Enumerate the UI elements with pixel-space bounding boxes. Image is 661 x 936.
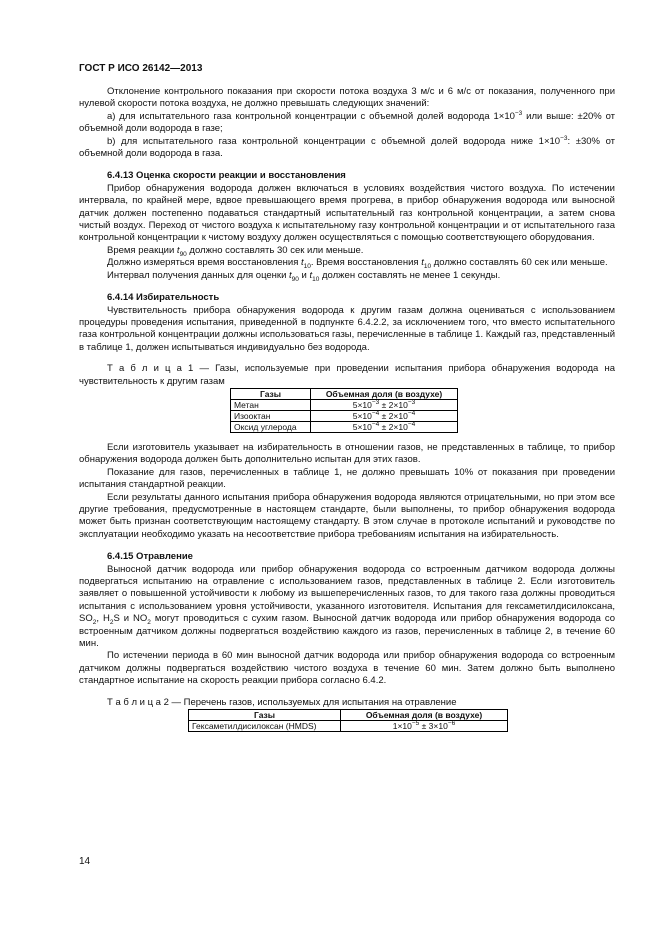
exponent: −3 — [407, 399, 416, 407]
subscript: 10 — [312, 275, 320, 283]
table-1 — [230, 388, 458, 433]
table-header-cell: Объемная доля (в воздухе) — [311, 388, 458, 399]
exponent: −4 — [407, 410, 416, 418]
section-6-4-14-paragraph-1: Чувствительность прибора обнаружения водорода к другим газам должна оцениваться с использованием процедуры проведения испытания, приведенной в подпункте 6.4.2.2, за исключением того, что вместо испытательного газа контрольной концентрации должны использоваться газы, перечисленные в таблице 1. Каждый газ, представленный в таблице 1, должен испытываться индивидуально без водорода. — [79, 304, 615, 353]
intro-item-a-exponent: −3 — [514, 109, 523, 117]
document-header: ГОСТ Р ИСО 26142—2013 — [79, 63, 203, 74]
value: 1×10 — [392, 721, 412, 732]
exponent: −4 — [371, 421, 380, 429]
document-page — [79, 62, 615, 732]
variable-t: t — [309, 269, 313, 281]
intro-item-b-text: b) для испытательного газа контрольной концентрации с объемной долей водорода ниже 1×10 — [107, 135, 561, 147]
text-fragment: должен составлять не менее 1 секунды. — [319, 269, 501, 281]
subscript: 2 — [92, 619, 97, 627]
table-cell-gas: Оксид углерода — [231, 421, 311, 432]
value: ± 2×10 — [379, 421, 408, 432]
table-row — [231, 399, 458, 410]
text-fragment: Выносной датчик водорода или прибор обнаружения водорода со встроенным датчиком водорода должны подвергаться испытанию на отравление с использованием газов, представленных в таблице 2. Если изготовитель заявляет о повышенной устойчивости к любому из вышеперечисленных газов, то для такого газа должны проводиться испытания с использованием уровня устойчивости, указанного изготовителя. Испытания для гексаметилдисилоксана, SO — [79, 563, 615, 625]
section-6-4-15-paragraph-1 — [79, 564, 615, 651]
section-6-4-13-paragraph-1: Прибор обнаружения водорода должен включаться в условиях воздействия чистого воздуха. По истечении интервала, по крайней мере, вдвое превышающего время прогрева, в прибор обнаружения водорода или выносной датчик должен постепенно подаваться стандартный испытательный газ контрольной концентрации, а затем снова чистый воздух. Переход от чистого воздуха к испытательному газу контрольной концентрации и от испытательного газа контрольной концентрации к чистому воздуху должен осуществляться с помощью соответствующего оборудования. — [79, 182, 615, 244]
intro-item-a — [79, 111, 615, 136]
table-2-caption-text: — Перечень газов, используемых для испытания на отравление — [168, 696, 457, 708]
intro-item-b-tail: : ±30% от объемной доли водорода в газа. — [79, 135, 615, 160]
table-2 — [188, 709, 508, 732]
subscript: 10 — [303, 263, 311, 271]
variable-t: t — [289, 269, 292, 281]
exponent: −3 — [371, 399, 380, 407]
exponent: −4 — [407, 421, 416, 429]
text-fragment: должно составлять 30 сек или меньше. — [186, 244, 364, 256]
table-row — [231, 421, 458, 432]
exponent: −6 — [447, 720, 456, 728]
variable-t: t — [176, 244, 180, 256]
text-fragment: . Время восстановления — [310, 257, 422, 269]
page-number: 14 — [79, 856, 91, 867]
section-6-4-15-paragraph-2: По истечении периода в 60 мин выносной датчик водорода или прибор обнаружения водорода со встроенным датчиком должны подвергаться воздействию чистого воздуха в течение 60 мин. Затем должно быть выполнено стандартное испытание на скорость реакции прибора согласно 6.4.2. — [79, 650, 615, 687]
value: ± 3×10 — [419, 721, 448, 732]
value: ± 2×10 — [379, 399, 408, 410]
section-6-4-15-title: 6.4.15 Отравление — [107, 551, 193, 563]
table-1-caption — [79, 363, 615, 388]
table-2-caption — [107, 697, 615, 709]
subscript: 10 — [423, 263, 432, 271]
table-cell-gas: Метан — [231, 399, 311, 410]
section-6-4-13-title: 6.4.13 Оценка скорости реакции и восстановления — [107, 170, 346, 182]
text-fragment: и — [298, 269, 310, 281]
text-fragment: S и NO — [113, 613, 148, 625]
value: 5×10 — [352, 399, 372, 410]
table-header-cell: Объемная доля (в воздухе) — [341, 710, 508, 721]
table-2-caption-label: Т а б л и ц а 2 — [107, 696, 169, 708]
text-fragment: Интервал получения данных для оценки — [107, 269, 290, 281]
exponent: −4 — [371, 410, 380, 418]
text-fragment: должно составлять 60 сек или меньше. — [431, 257, 608, 269]
section-6-4-14-paragraph-4: Если результаты данного испытания прибора обнаружения водорода являются отрицательными, но при этом все другие требования, предусмотренные в настоящем стандарте, были выполнены, то прибор обнаружения водорода может быть признан соответствующим настоящему стандарту. В этом случае в протоколе испытаний и руководстве по эксплуатации необходимо указать на несоответствие прибора требованиям испытания на избирательность. — [79, 491, 615, 540]
section-6-4-14-paragraph-2: Если изготовитель указывает на избирательность в отношении газов, не представленных в таблице, то прибор обнаружения водорода должен быть дополнительно испытан для этих газов. — [79, 441, 615, 466]
text-fragment: Время реакции — [107, 244, 177, 256]
table-cell-fraction — [341, 721, 508, 732]
table-1-caption-text: — Газы, используемые при проведении испытания прибора обнаружения водорода на чувствительность к другим газам — [79, 363, 615, 387]
table-cell-gas: Гексаметилдисилоксан (HMDS) — [189, 721, 341, 732]
value: 5×10 — [352, 410, 372, 421]
intro-item-a-tail: или выше: ±20% от объемной доли водорода в газе; — [79, 110, 615, 135]
intro-paragraph: Отклонение контрольного показания при скорости потока воздуха 3 м/с и 6 м/с от показания, полученного при нулевой скорости потока воздуха, не должно превышать следующих значений: — [79, 86, 615, 110]
intro-item-b — [79, 136, 615, 161]
table-row — [189, 721, 508, 732]
intro-item-a-text: a) для испытательного газа контрольной концентрации с объемной долей водорода 1×10 — [107, 110, 515, 122]
text-fragment: Должно измеряться время восстановления — [107, 257, 302, 269]
table-header-cell: Газы — [231, 388, 311, 399]
table-header-row — [231, 388, 458, 399]
text-fragment: , H — [96, 613, 110, 625]
table-header-cell: Газы — [189, 710, 341, 721]
value: ± 2×10 — [379, 410, 408, 421]
table-header-row — [189, 710, 508, 721]
section-6-4-13-paragraph-2 — [79, 245, 615, 257]
variable-t: t — [421, 257, 424, 269]
intro-item-b-exponent: −3 — [560, 134, 568, 142]
variable-t: t — [301, 257, 304, 269]
table-cell-fraction — [311, 399, 458, 410]
subscript: 2 — [109, 619, 114, 627]
section-6-4-13-paragraph-3 — [79, 257, 615, 269]
section-6-4-13-paragraph-4 — [79, 270, 615, 282]
exponent: −5 — [411, 720, 420, 728]
subscript: 90 — [179, 250, 187, 258]
value: 5×10 — [352, 421, 372, 432]
section-6-4-14-title: 6.4.14 Избирательность — [107, 292, 220, 304]
table-cell-gas: Изооктан — [231, 410, 311, 421]
table-1-caption-label: Т а б л и ц а 1 — [107, 363, 194, 375]
subscript: 90 — [291, 275, 299, 283]
subscript: 2 — [147, 619, 151, 627]
section-6-4-14-paragraph-3: Показание для газов, перечисленных в таблице 1, не должно превышать 10% от показания при проведении испытания стандартной реакции. — [79, 466, 615, 491]
table-cell-fraction — [311, 421, 458, 432]
text-fragment: могут проводиться с сухим газом. Выносной датчик водорода или прибор обнаружения водорода со встроенным датчиком должны подвергаться воздействию каждого из газов, перечисленных в таблице 2, в течение 60 мин. — [79, 613, 615, 650]
table-row — [231, 410, 458, 421]
table-cell-fraction — [311, 410, 458, 421]
